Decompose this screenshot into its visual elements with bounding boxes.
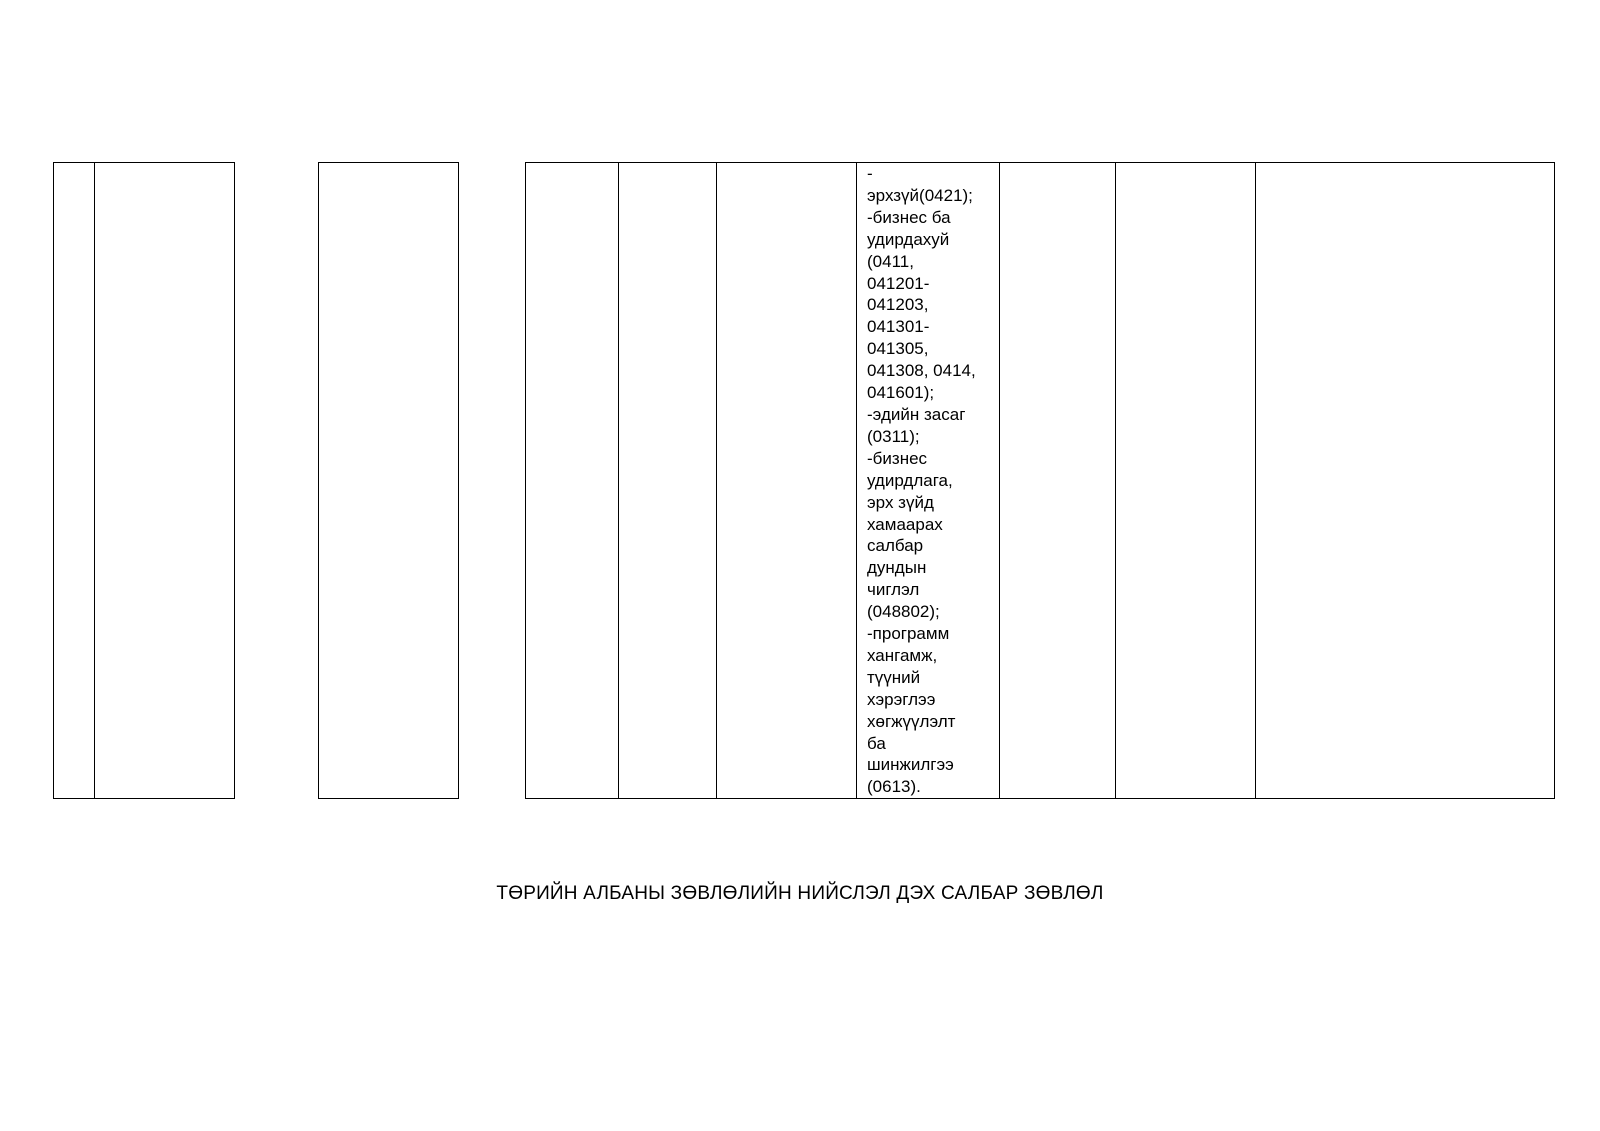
document-table-wrapper xyxy=(53,162,1555,799)
requirements-line: хангамж, xyxy=(867,645,938,665)
requirements-line: -программ xyxy=(867,624,950,644)
requirements-line: түүний xyxy=(867,667,921,687)
requirements-line: чиглэл xyxy=(867,580,920,600)
requirements-line: (0411, xyxy=(867,251,914,271)
requirements-line: хэрэглээ xyxy=(867,689,936,709)
requirements-line: эрхзүй(0421); xyxy=(867,185,973,205)
table-cell xyxy=(95,163,235,799)
document-table xyxy=(53,162,1555,799)
requirements-line: ба xyxy=(867,733,886,753)
requirements-line: (0613). xyxy=(867,777,921,797)
requirements-line: хамаарах xyxy=(867,514,943,534)
requirements-line: хөгжүүлэлт xyxy=(867,711,956,731)
requirements-line: удирдахуй xyxy=(867,229,950,249)
requirements-line: 041201- xyxy=(867,273,930,293)
requirements-line: (048802); xyxy=(867,602,940,622)
requirements-line: шинжилгээ xyxy=(867,755,954,775)
table-cell xyxy=(1256,163,1555,799)
table-cell xyxy=(319,163,459,799)
requirements-line: эрх зүйд xyxy=(867,492,934,512)
table-row xyxy=(54,163,1555,799)
requirements-line: -бизнес ба xyxy=(867,207,951,227)
requirements-line: 041601); xyxy=(867,383,935,403)
table-cell-gap xyxy=(459,163,526,799)
table-cell-number xyxy=(54,163,95,799)
requirements-text xyxy=(857,163,999,798)
requirements-line: дундын xyxy=(867,558,927,578)
requirements-line: -эдийн засаг xyxy=(867,404,966,424)
table-cell xyxy=(1000,163,1116,799)
table-cell xyxy=(1116,163,1256,799)
requirements-line: (0311); xyxy=(867,426,920,446)
requirements-line: 041308, 0414, xyxy=(867,361,976,381)
table-cell xyxy=(717,163,857,799)
footer-title: ТӨРИЙН АЛБАНЫ ЗӨВЛӨЛИЙН НИЙСЛЭЛ ДЭХ САЛБАР ЗӨВЛӨЛ xyxy=(496,883,1104,904)
table-cell-gap xyxy=(235,163,319,799)
requirements-line: -бизнес xyxy=(867,448,928,468)
requirements-line: 041305, xyxy=(867,339,929,359)
table-cell-requirements xyxy=(857,163,1000,799)
requirements-line: 041301- xyxy=(867,317,930,337)
requirements-line: 041203, xyxy=(867,295,929,315)
table-cell xyxy=(619,163,717,799)
requirements-line: - xyxy=(867,164,873,183)
table-cell xyxy=(526,163,619,799)
requirements-line: салбар xyxy=(867,536,924,556)
requirements-line: удирдлага, xyxy=(867,470,953,490)
